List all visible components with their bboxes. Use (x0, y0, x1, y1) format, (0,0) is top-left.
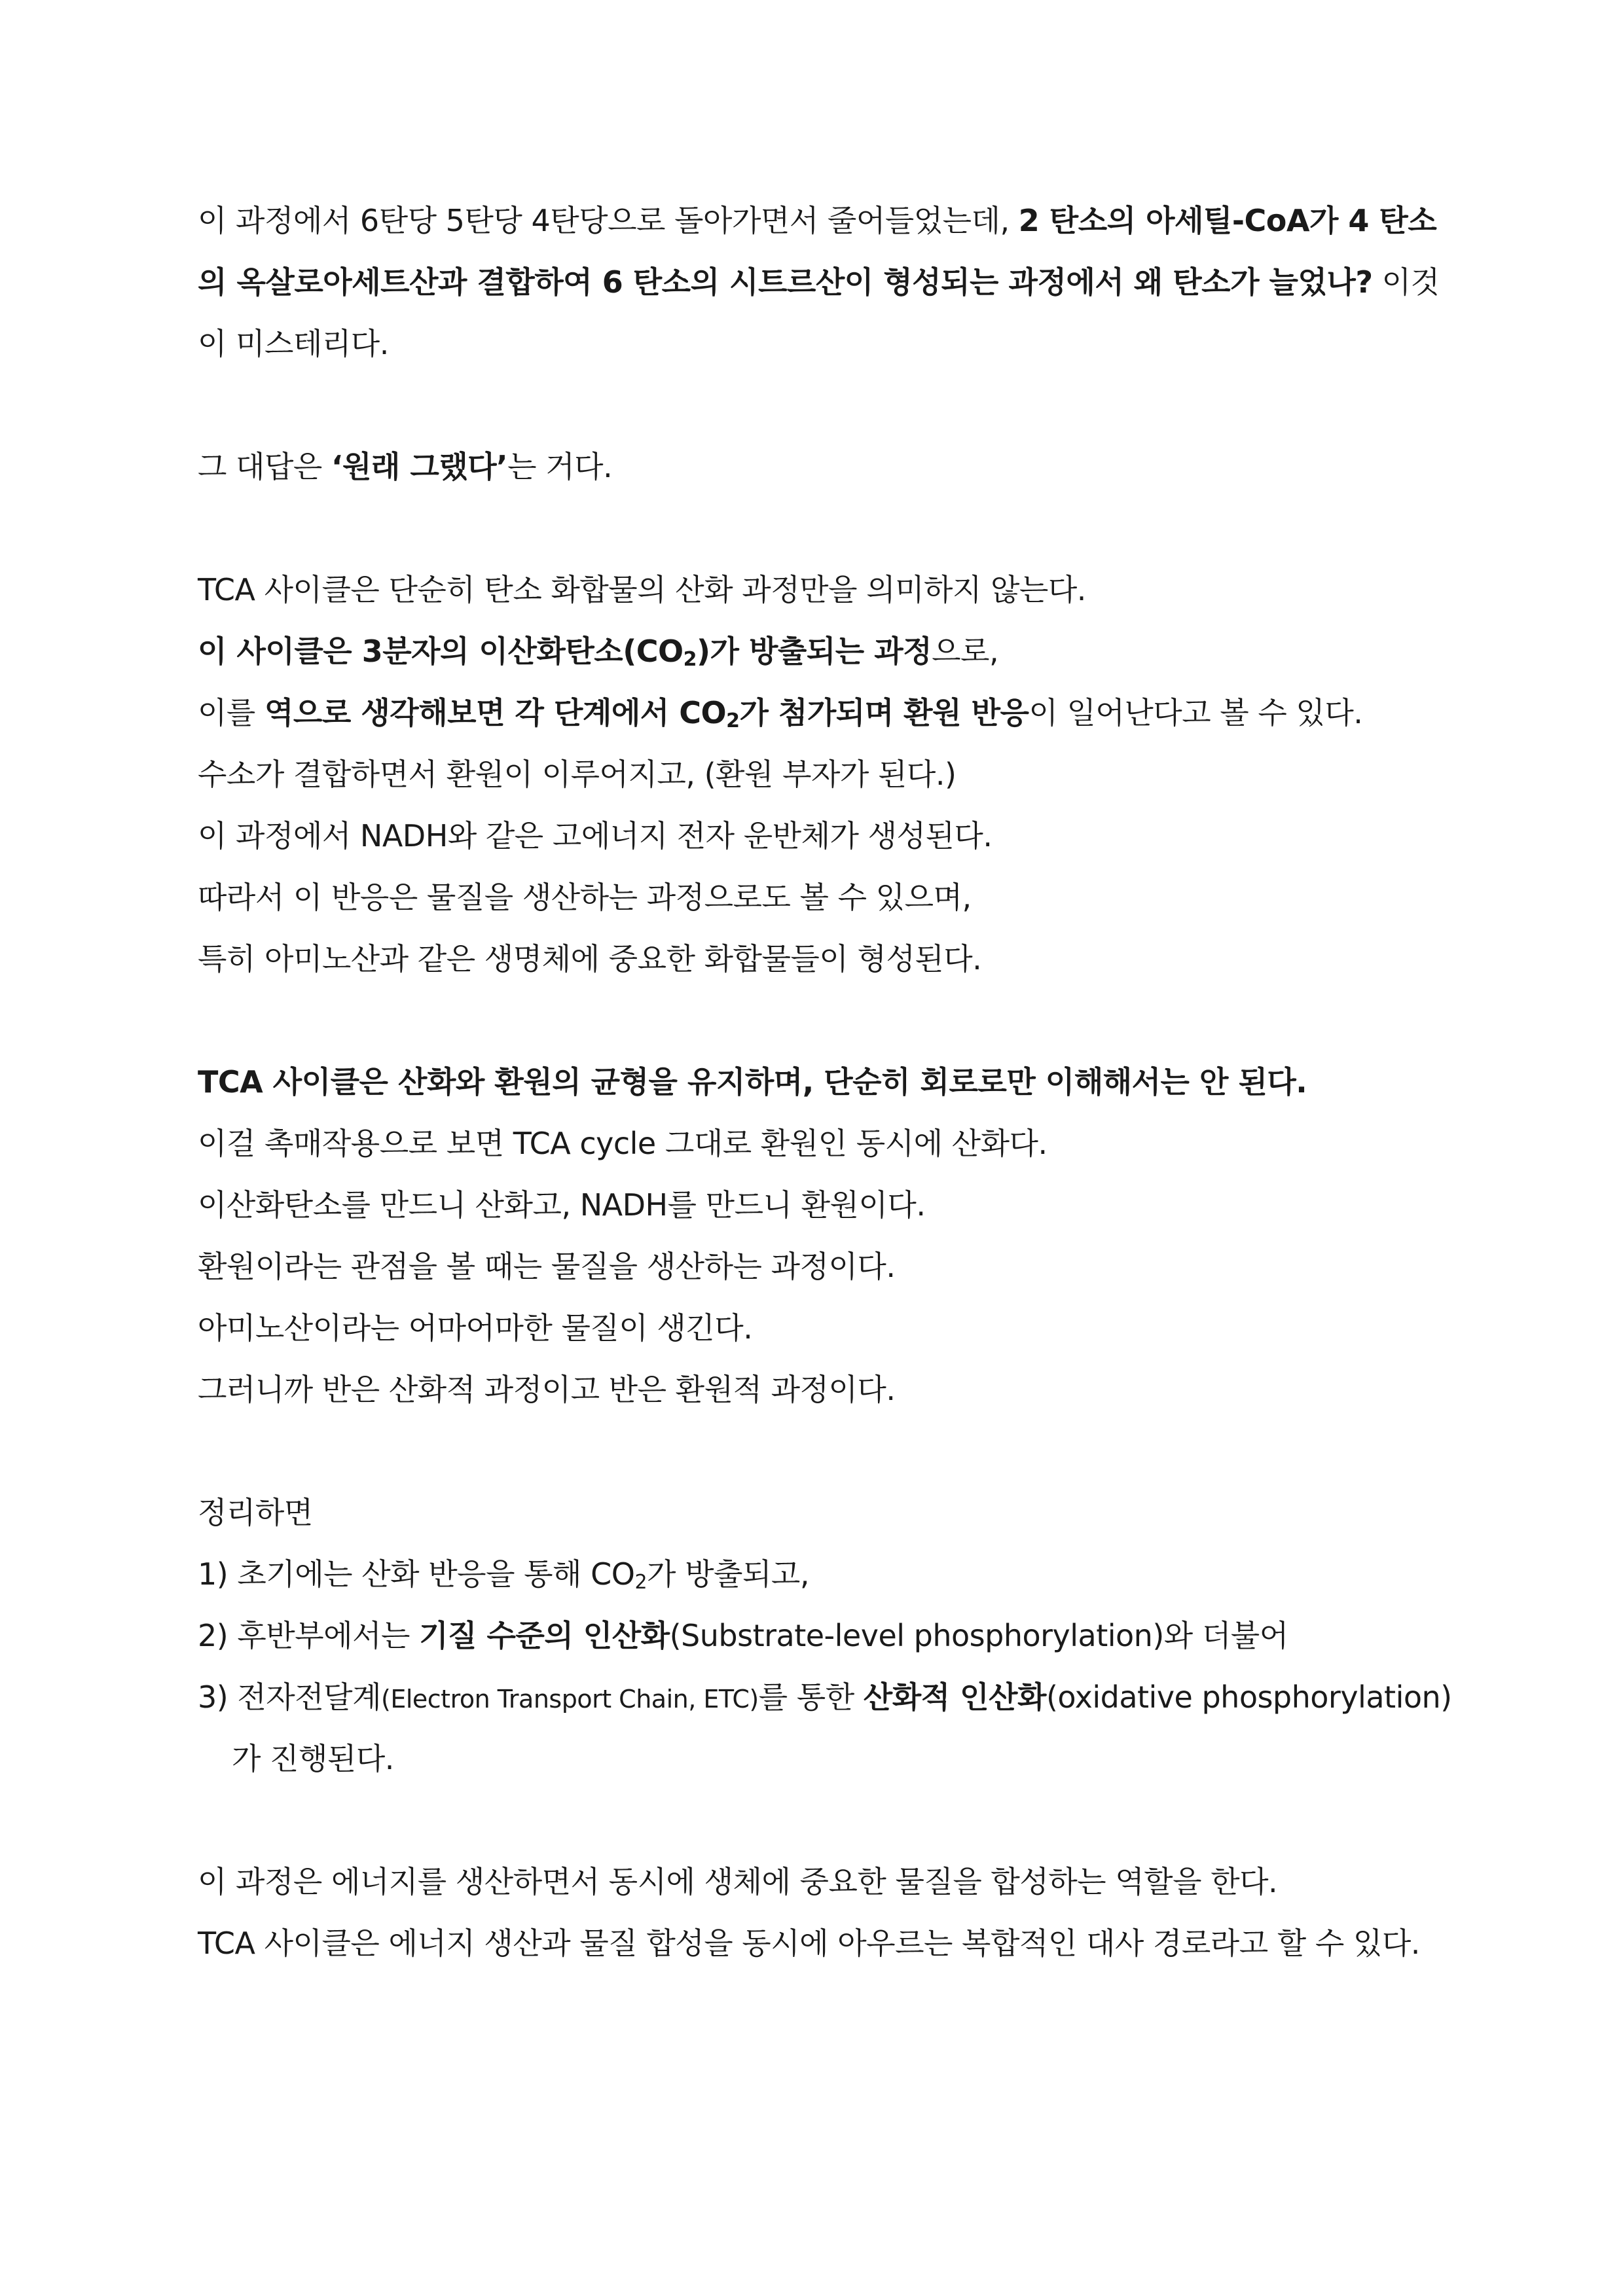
text-span: 그 대답은 (198, 449, 331, 484)
text-span: 이 미스테리다. (198, 326, 389, 361)
text-span: 이를 (198, 695, 264, 730)
subscript: 2 (634, 1571, 647, 1594)
paragraph-3-line-5 (198, 805, 1442, 867)
text-span: 이걸 촉매작용으로 보면 TCA cycle 그대로 환원인 동시에 산화다. (198, 1126, 1048, 1161)
text-span: 2) 후반부에서는 (198, 1618, 420, 1653)
text-span: 역으로 생각해보면 각 단계에서 CO (264, 695, 727, 730)
text-span: TCA 사이클은 단순히 탄소 화합물의 산화 과정만을 의미하지 않는다. (198, 572, 1086, 607)
text-span: 가 진행된다. (232, 1741, 394, 1776)
text-span: 이 일어난다고 볼 수 있다. (1029, 695, 1363, 730)
text-span: 이 사이클은 3분자의 이산화탄소(CO (198, 634, 684, 669)
document-body (198, 190, 1452, 1974)
summary-item-2 (198, 1605, 1442, 1666)
small-text: (Electron Transport Chain, ETC) (381, 1685, 759, 1713)
bold-text: ‘원래 그랬다’ (331, 449, 508, 484)
summary-heading (198, 1482, 1442, 1543)
summary-item-3 (198, 1666, 1452, 1728)
text-span: 으로, (932, 634, 999, 669)
paragraph-gap (198, 990, 1442, 1051)
text-span: 가 첨가되며 환원 반응 (739, 695, 1029, 730)
paragraph-3-line-1 (198, 559, 1442, 620)
paragraph-gap (198, 374, 1442, 436)
paragraph-1-line-2 (198, 251, 1442, 313)
summary-item-1 (198, 1543, 1442, 1605)
paragraph-3-line-6 (198, 867, 1442, 928)
paragraph-4-line-3 (198, 1174, 1442, 1236)
text-span: (oxidative phosphorylation) (1046, 1679, 1452, 1715)
paragraph-2-line-1 (198, 436, 1442, 497)
text-span: 이산화탄소를 만드니 산화고, NADH를 만드니 환원이다. (198, 1187, 926, 1223)
paragraph-4-line-4 (198, 1236, 1442, 1297)
text-span: 환원이라는 관점을 볼 때는 물질을 생산하는 과정이다. (198, 1249, 896, 1284)
subscript: 2 (683, 648, 697, 671)
paragraph-3-line-4 (198, 744, 1442, 805)
text-span: TCA 사이클은 에너지 생산과 물질 합성을 동시에 아우르는 복합적인 대사 경로라고 할 수 있다. (198, 1926, 1420, 1961)
paragraph-6-line-2 (198, 1912, 1442, 1974)
paragraph-1-line-3 (198, 313, 1442, 374)
paragraph-gap (198, 1789, 1442, 1851)
text-span: 이 과정에서 6탄당 5탄당 4탄당으로 돌아가면서 줄어들었는데, (198, 203, 1019, 238)
paragraph-4-line-2 (198, 1113, 1442, 1174)
text-span: 정리하면 (198, 1495, 313, 1530)
paragraph-4-line-1 (198, 1051, 1442, 1113)
bold-text: 2 탄소의 아세틸-CoA가 4 탄소 (1018, 203, 1437, 238)
text-span: 특히 아미노산과 같은 생명체에 중요한 화합물들이 형성된다. (198, 941, 982, 977)
paragraph-gap (198, 1420, 1442, 1482)
paragraph-4-line-6 (198, 1359, 1442, 1420)
text-span: (Substrate-level phosphorylation)와 더불어 (669, 1618, 1288, 1653)
text-span: 아미노산이라는 어마어마한 물질이 생긴다. (198, 1310, 753, 1346)
paragraph-3-line-3 (198, 682, 1442, 744)
bold-text (264, 695, 1029, 730)
text-span: 를 통한 (758, 1679, 864, 1715)
subscript: 2 (726, 709, 740, 732)
bold-text: 기질 수준의 인산화 (419, 1618, 670, 1653)
text-span: 이 과정에서 NADH와 같은 고에너지 전자 운반체가 생성된다. (198, 818, 993, 853)
paragraph-3-line-7 (198, 928, 1442, 990)
text-span: 이 과정은 에너지를 생산하면서 동시에 생체에 중요한 물질을 합성하는 역할을 한다. (198, 1864, 1278, 1899)
paragraph-3-line-2 (198, 620, 1442, 682)
paragraph-4-line-5 (198, 1297, 1442, 1359)
text-span: 1) 초기에는 산화 반응을 통해 CO (198, 1556, 635, 1592)
summary-item-3-continuation (198, 1728, 1442, 1789)
text-span: )가 방출되는 과정 (696, 634, 932, 669)
bold-text: TCA 사이클은 산화와 환원의 균형을 유지하며, 단순히 회로로만 이해해서는 안 된다. (198, 1064, 1307, 1100)
paragraph-gap (198, 497, 1442, 559)
text-span: 는 거다. (507, 449, 613, 484)
bold-text: 의 옥살로아세트산과 결합하여 6 탄소의 시트르산이 형성되는 과정에서 왜 탄소가 늘었나? (198, 264, 1373, 300)
text-span: 따라서 이 반응은 물질을 생산하는 과정으로도 볼 수 있으며, (198, 880, 972, 915)
text-span: 3) 전자전달계 (198, 1679, 382, 1715)
text-span: 그러니까 반은 산화적 과정이고 반은 환원적 과정이다. (198, 1372, 896, 1407)
bold-text: 산화적 인산화 (863, 1679, 1046, 1715)
bold-text (198, 634, 932, 669)
paragraph-1-line-1 (198, 190, 1442, 251)
paragraph-6-line-1 (198, 1851, 1442, 1912)
text-span: 수소가 결합하면서 환원이 이루어지고, (환원 부자가 된다.) (198, 757, 957, 792)
text-span: 이것 (1372, 264, 1440, 300)
text-span: 가 방출되고, (647, 1556, 809, 1592)
